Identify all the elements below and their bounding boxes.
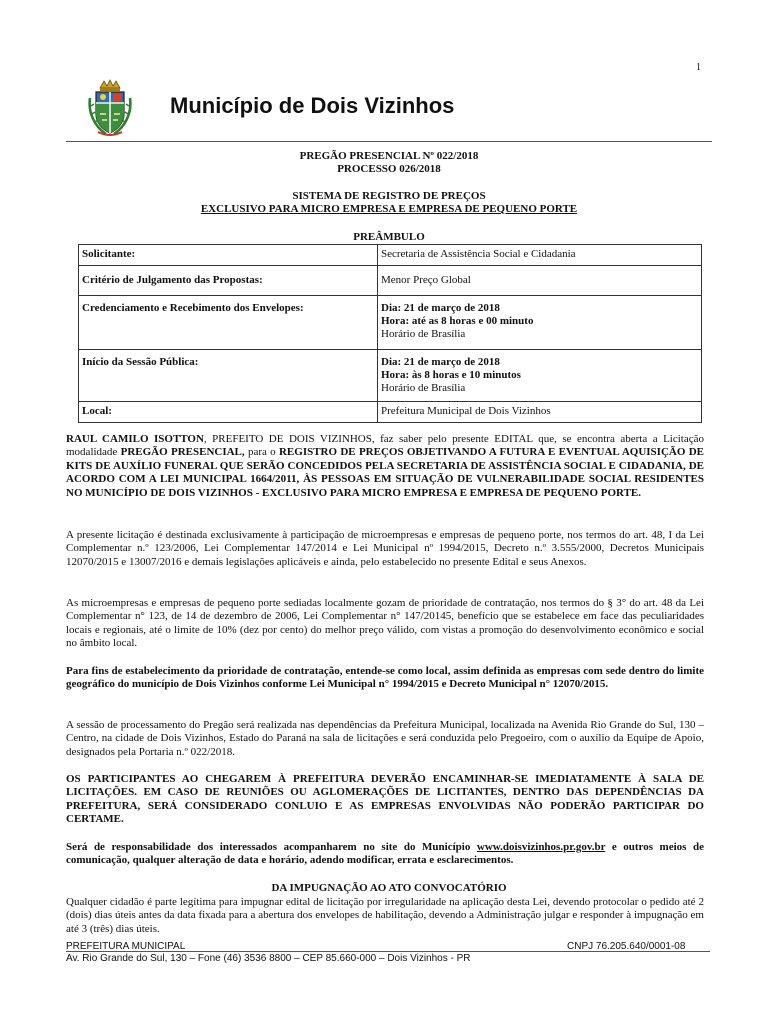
session-time: Hora: às 8 horas e 10 minutos (381, 369, 521, 381)
table-label: Credenciamento e Recebimento dos Envelopes: (79, 296, 378, 350)
system-title: SISTEMA DE REGISTRO DE PREÇOS (292, 190, 486, 202)
modality: PREGÃO PRESENCIAL, (120, 446, 245, 459)
website-text: Será de responsabilidade dos interessados acompanharem no site do Município (66, 841, 477, 853)
intro-text: , PREFEITO DE DOIS VIZINHOS, faz saber pelo presente EDITAL que, se encontra aberta a Licitação modalidade (66, 433, 704, 459)
process-number: PROCESSO 026/2018 (337, 163, 441, 175)
table-value: Secretaria de Assistência Social e Cidadania (378, 245, 702, 266)
footer-address: Av. Rio Grande do Sul, 130 – Fone (46) 3536 8800 – CEP 85.660-000 – Dois Vizinhos - PR (66, 953, 471, 964)
table-label: Local: (79, 402, 378, 423)
paragraph-website (66, 841, 704, 868)
website-link[interactable]: www.doisvizinhos.pr.gov.br (476, 841, 606, 853)
paragraph-local-definition: Para fins de estabelecimento da prioridade de contratação, entende-se como local, assim definida as empresas com sede dentro do limite geográfico do município de Dois Vizinhos conforme Lei Municipal n° 1994/2015 e Decreto Municipal n° 12070/2015. (66, 665, 704, 691)
footer-cnpj: CNPJ 76.205.640/0001-08 (567, 941, 686, 952)
table-label: Critério de Julgamento das Propostas: (79, 266, 378, 296)
session-date: Dia: 21 de março de 2018 (381, 356, 500, 368)
footer-left: PREFEITURA MUNICIPAL (66, 941, 186, 952)
header-rule (66, 141, 712, 142)
exclusive-title: EXCLUSIVO PARA MICRO EMPRESA E EMPRESA DE PEQUENO PORTE (200, 203, 578, 215)
paragraph-impugnacao: Qualquer cidadão é parte legítima para impugnar edital de licitação por irregularidade na aplicação desta Lei, devendo protocolar o pedido até 2 (dois) dias úteis antes da data fixada para a abertura dos envelopes de habilitação, devendo a Administração julgar e responder à impugnação em até 3 (três) dias úteis. (66, 896, 704, 935)
table-row (79, 296, 702, 350)
section-heading-impugnacao: DA IMPUGNAÇÃO AO ATO CONVOCATÓRIO (271, 882, 507, 894)
paragraph-session: A sessão de processamento do Pregão será realizada nas dependências da Prefeitura Municipal, localizada na Avenida Rio Grande do Sul, 130 – Centro, na cidade de Dois Vizinhos, Estado do Paraná na sala de licitações e será conduzida pelo Pregoeiro, com o auxílio da Equipe de Apoio, designados pela Portaria n.º 022/2018. (66, 719, 704, 758)
table-row (79, 402, 702, 423)
tender-number: PREGÃO PRESENCIAL Nº 022/2018 (299, 150, 479, 162)
mayor-name: RAUL CAMILO ISOTTON (66, 433, 204, 445)
preamble-heading: PREÂMBULO (353, 231, 425, 243)
table-row (79, 245, 702, 266)
object-description: REGISTRO DE PREÇOS OBJETIVANDO A FUTURA E EVENTUAL AQUISIÇÃO DE KITS DE AUXÍLIO FUNERAL QUE SERÃO CONCEDIDOS PELA SECRETARIA DE ASSISTÊNCIA SOCIAL E CIDADANIA, DE ACORDO COM A LEI MUNICIPAL 1664/2011, ÀS PESSOAS EM SITUAÇÃO DE VULNERABILIDADE SOCIAL RESIDENTES NO MUNICÍPIO DE DOIS VIZINHOS - EXCLUSIVO PARA MICRO EMPRESA E EMPRESA DE PEQUENO PORTE. (66, 446, 704, 499)
website-text-end: e outros meios de comunicação, qualquer alteração de data e horário, adendo modificar, errata e esclarecimentos. (66, 841, 704, 867)
table-row (79, 350, 702, 402)
table-row (79, 266, 702, 296)
paragraph-warning: OS PARTICIPANTES AO CHEGAREM À PREFEITURA DEVERÃO ENCAMINHAR-SE IMEDIATAMENTE À SALA DE LICITAÇÕES. EM CASO DE REUNIÕES OU AGLOMERAÇÕES DE LICITANTES, DENTRO DAS DEPENDÊNCIAS DA PREFEITURA, SERÁ CONSIDERADO CONLUIO E AS EMPRESAS ENVOLVIDAS NÃO PODERÃO PARTICIPAR DO CERTAME. (66, 773, 704, 826)
table-value: Prefeitura Municipal de Dois Vizinhos (378, 402, 702, 423)
table-value (378, 350, 702, 402)
paragraph-exclusive: A presente licitação é destinada exclusivamente à participação de microempresas e empresas de pequeno porte, nos termos do art. 48, I da Lei Complementar n.º 123/2006, Lei Complementar 147/2014 e Lei Municipal nº 1994/2015, Decreto n.º 3.555/2000, Decretos Municipais 12070/2015 e 13007/2016 e demais legislações aplicáveis e ainda, pelo estabelecido no presente Edital e seus Anexos. (66, 529, 704, 568)
preamble-table (78, 244, 702, 423)
credential-date: Dia: 21 de março de 2018 (381, 302, 500, 314)
table-label: Início da Sessão Pública: (79, 350, 378, 402)
table-label: Solicitante: (79, 245, 378, 266)
municipal-crest-icon (88, 78, 132, 136)
credential-time: Hora: até as 8 horas e 00 minuto (381, 315, 534, 327)
paragraph-priority: As microempresas e empresas de pequeno porte sediadas localmente gozam de prioridade de contratação, nos termos do § 3° do art. 48 da Lei Complementar n° 123, de 14 de dezembro de 2006, Lei Complementar n° 147/20145, benefício que se estabelece em face das peculiaridades locais e regionais, até o limite de 10% (dez por cento) do melhor preço válido, com vistas a promoção do desenvolvimento econômico e social no âmbito local. (66, 597, 704, 650)
paragraph-intro (66, 433, 704, 500)
intro-connector: para o (244, 446, 279, 459)
credential-timezone: Horário de Brasília (381, 328, 466, 340)
municipality-title: Município de Dois Vizinhos (170, 93, 455, 118)
table-value: Menor Preço Global (378, 266, 702, 296)
session-timezone: Horário de Brasília (381, 382, 466, 394)
table-value (378, 296, 702, 350)
page-number: 1 (696, 62, 701, 73)
